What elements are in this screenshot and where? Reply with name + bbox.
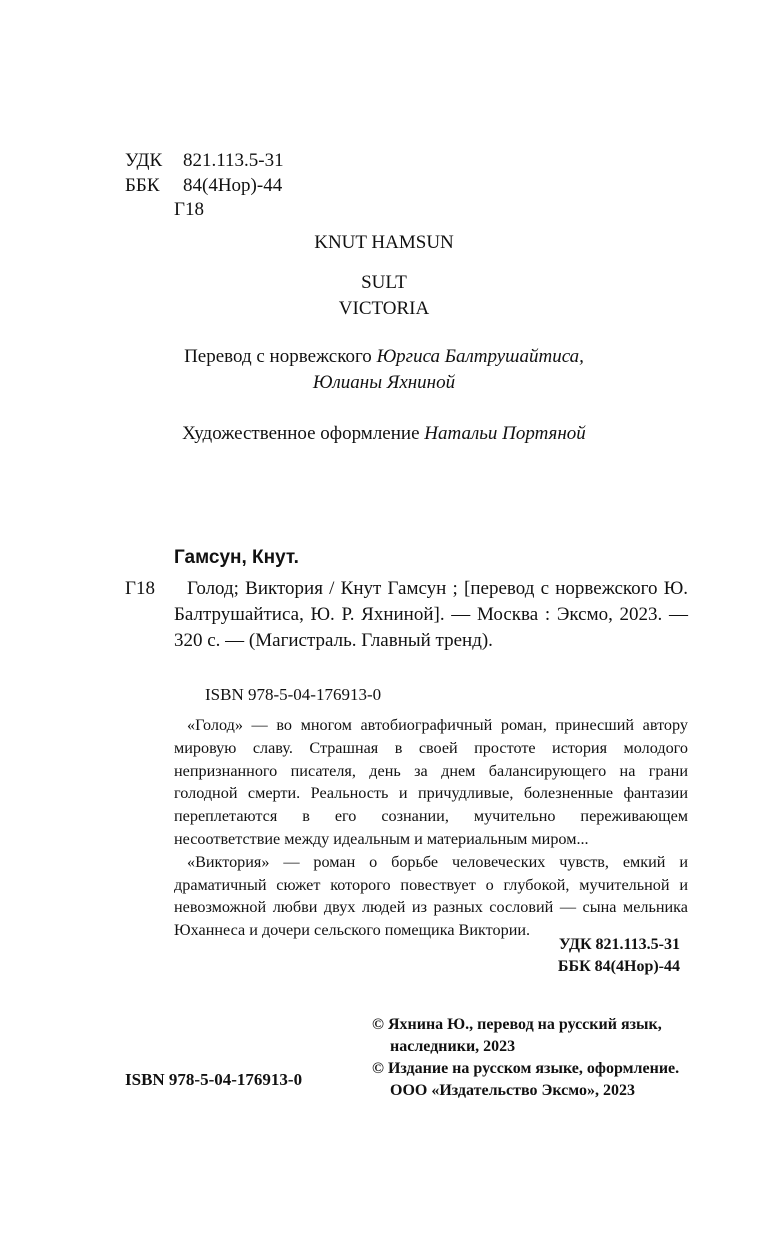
bottom-bbk: ББК 84(4Нор)-44 <box>557 958 680 975</box>
author-original: KNUT HAMSUN <box>314 232 454 253</box>
translation-prefix: Перевод с норвежского <box>184 346 372 367</box>
annotation-paragraph-2: «Виктория» — роман о борьбе человеческих чувств, емкий и драматичный сюжет которого повествует о глубокой, мучительной и невозможной любви двух людей из разных сословий — сына мельника Юханнеса и дочери сельского помещика Виктории. <box>174 852 688 940</box>
bbk-value: 84(4Нор)-44 <box>183 175 283 196</box>
card-isbn: ISBN 978-5-04-176913-0 <box>205 685 382 704</box>
copyright-line-2: © Издание на русском языке, оформление. <box>372 1060 680 1077</box>
copyright-line-1-cont: наследники, 2023 <box>390 1038 516 1055</box>
translator-2: Юлианы Яхниной <box>312 372 456 393</box>
copyright-line-2-cont: ООО «Издательство Эксмо», 2023 <box>390 1082 635 1099</box>
author-mark: Г18 <box>174 199 204 220</box>
design-prefix: Художественное оформление <box>182 423 420 444</box>
title-victoria: VICTORIA <box>338 298 430 319</box>
copyright-translation <box>372 1014 679 1102</box>
annotation-paragraph-1: «Голод» — во многом автобиографичный роман, принесший автору мировую славу. Страшная в своей простоте история молодого непризнанного писателя, день за днем балансирующего на грани голодной смерти. Реальность и причудливые, болезненные фантазии переплетаются в его сознании, мучительно переживающем несоответствие между идеальным и материальным миром... <box>174 716 688 848</box>
annotation <box>174 714 688 942</box>
designer: Натальи Портяной <box>424 423 586 444</box>
udk-label: УДК <box>125 150 163 171</box>
translation-line <box>0 346 768 368</box>
bottom-isbn: ISBN 978-5-04-176913-0 <box>125 1070 303 1089</box>
card-author-heading: Гамсун, Кнут. <box>174 547 299 568</box>
bbk-label: ББК <box>125 175 160 196</box>
card-code: Г18 <box>125 578 155 599</box>
bottom-udk: УДК 821.113.5-31 <box>558 936 680 953</box>
copyright-line-1: © Яхнина Ю., перевод на русский язык, <box>372 1016 662 1033</box>
udk-value: 821.113.5-31 <box>183 150 284 171</box>
udk-line <box>125 148 284 174</box>
translator-1: Юргиса Балтрушайтиса, <box>376 346 584 367</box>
bbk-line <box>125 173 282 199</box>
title-sult: SULT <box>361 272 407 293</box>
design-line <box>0 423 768 445</box>
card-description: Голод; Виктория / Кнут Гамсун ; [перевод с норвежского Ю. Балтрушайтиса, Ю. Р. Яхниной]. — Москва : Эксмо, 2023. — 320 с. — (Магистраль. Главный тренд). <box>174 578 688 651</box>
